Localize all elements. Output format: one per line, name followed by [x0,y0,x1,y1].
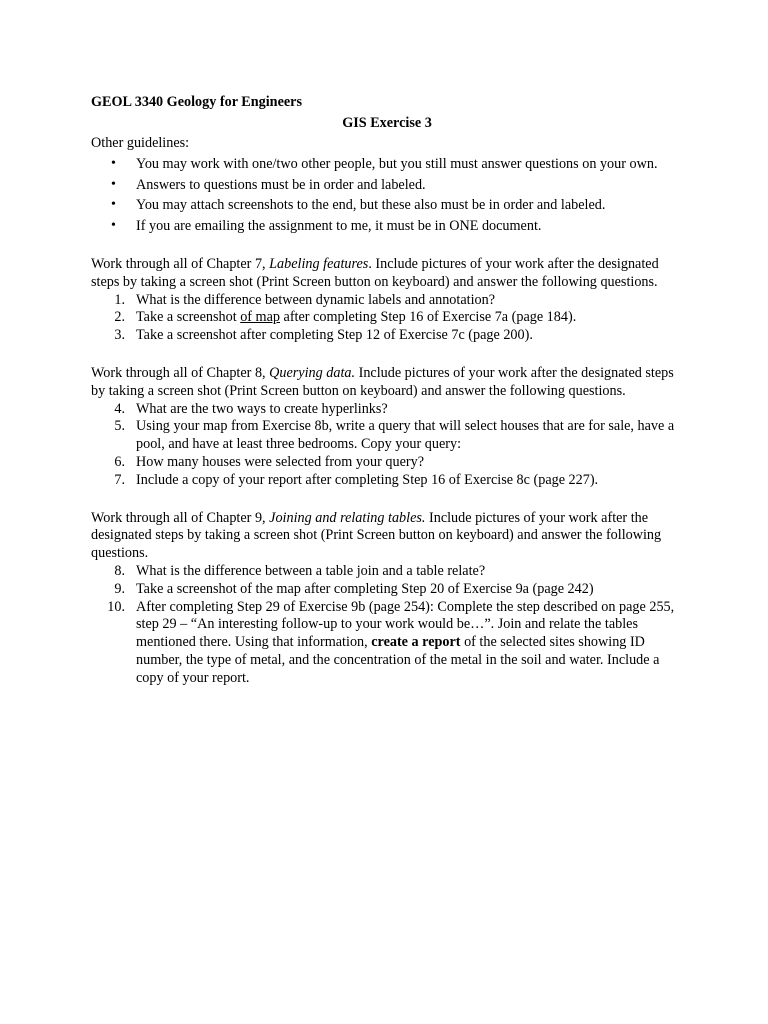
guideline-item [91,216,683,236]
guideline-text: If you are emailing the assignment to me, it must be in ONE document. [136,217,542,234]
question-item: 6. How many houses were selected from your query? [114,453,424,470]
bullet-icon: • [111,176,116,192]
guideline-text: You may attach screenshots to the end, but these also must be in order and labeled. [136,197,606,214]
chapter-title: Joining and relating tables. [269,509,426,526]
chapter-title: Labeling features [269,256,369,273]
chapter-8-intro: Work through all of Chapter 8, Querying data. Include pictures of your work after the designated steps by taking a screen shot (Print Screen button on keyboard) and answer the following questions. [91,365,674,399]
guideline-item [91,175,683,195]
bullet-icon: • [111,197,116,213]
question-item: 3. Take a screenshot after completing Step 12 of Exercise 7c (page 200). [114,327,533,344]
underlined-text: of map [240,309,280,326]
bullet-icon: • [111,217,116,233]
guideline-item [91,154,683,174]
question-item: 8. What is the difference between a table join and a table relate? [114,562,486,579]
question-item: 9. Take a screenshot of the map after completing Step 20 of Exercise 9a (page 242) [114,580,594,597]
question-item: 4. What are the two ways to create hyperlinks? [114,400,388,417]
question-item: 10. After completing Step 29 of Exercise 9b (page 254): Complete the step described on page 255, step 29 – “An interesting follow-up to your work would be…”. Join and relate the tables mentioned there. Using that information, create a report of the selected sites showing ID number, the type of metal, and the concentration of the metal in the soil and water. Include a copy of your report. [107,598,675,686]
document-body [91,94,683,688]
guideline-text: Answers to questions must be in order and labeled. [136,176,426,193]
question-item: 1. What is the difference between dynamic labels and annotation? [114,291,496,308]
guideline-text: You may work with one/two other people, but you still must answer questions on your own. [136,156,658,173]
chapter-title: Querying data. [269,365,356,381]
chapter-8-questions [91,401,683,490]
bold-text: create a report [371,634,461,651]
question-item: 5. Using your map from Exercise 8b, write a query that will select houses that are for sale, have a pool, and have at least three bedrooms. Copy your query: [114,418,675,453]
bullet-icon: • [111,156,116,172]
chapter-9-intro: Work through all of Chapter 9, Joining and relating tables. Include pictures of your work after the designated steps by taking a screen shot (Print Screen button on keyboard) and answer the following questions. [91,509,662,562]
guidelines-heading: Other guidelines: [91,134,190,151]
chapter-7-intro: Work through all of Chapter 7, Labeling features. Include pictures of your work after the designated steps by taking a screen shot (Print Screen button on keyboard) and answer the following questions. [91,256,659,290]
question-item: 2. Take a screenshot of map after completing Step 16 of Exercise 7a (page 184). [114,309,577,326]
chapter-9-questions [91,563,683,688]
guidelines-list [91,154,683,236]
page-title: GIS Exercise 3 [342,114,432,131]
chapter-7-questions [91,292,683,345]
guideline-item [91,195,683,215]
course-heading: GEOL 3340 Geology for Engineers [91,94,302,110]
question-item: 7. Include a copy of your report after completing Step 16 of Exercise 8c (page 227). [114,471,599,488]
